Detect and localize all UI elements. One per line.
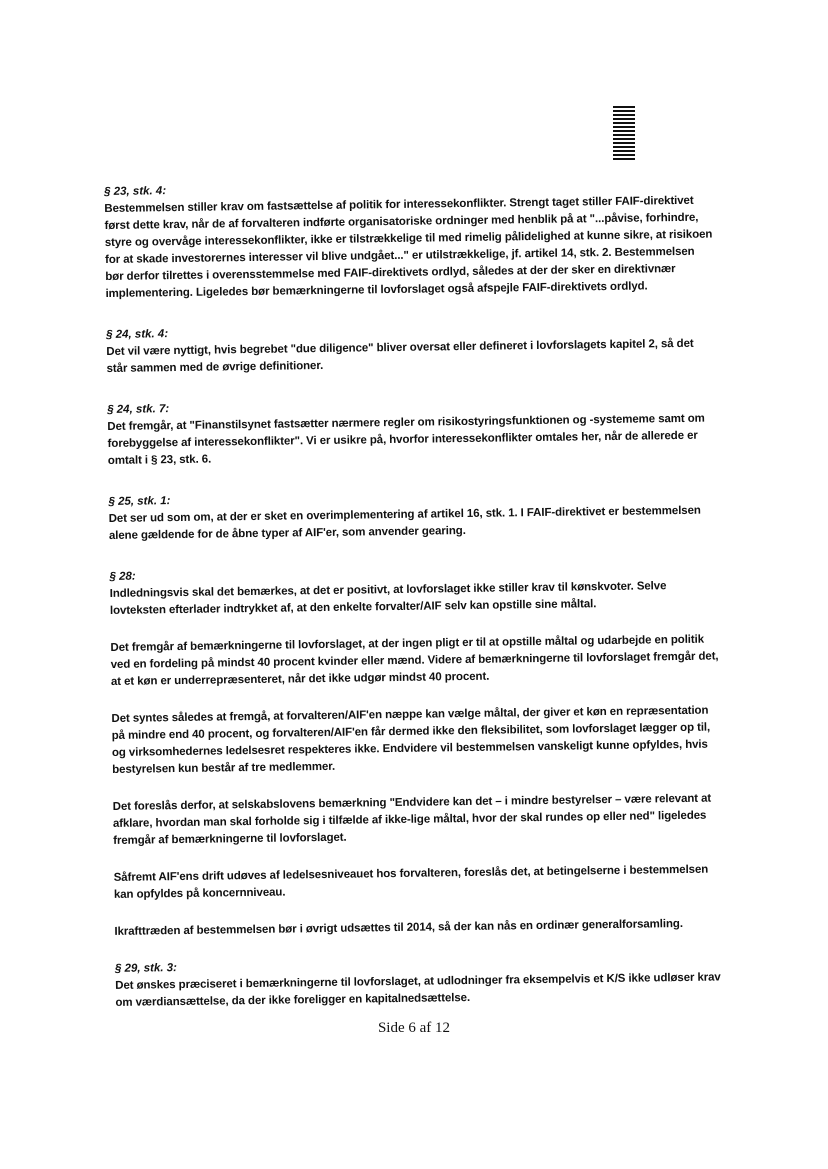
section-23-4: [104, 175, 716, 303]
section-paragraph: Bestemmelsen stiller krav om fastsættelse af politik for interessekonflikter. Strengt taget stiller FAIF-direktivet først dette krav, når de af forvalteren indførte organisatoriske ordninger med henblik på at "...påvise, forhindre, styre og overvåge interessekonflikter, ikke er tilstrækkelige til med rimelig pålidelighed at kunne sikre, at risikoen for at skade investorernes interesser vil blive undgået..." er utilstrækkelige, jf. artikel 14, stk. 2. Bestemmelsen bør derfor tilrettes i overensstemmelse med FAIF-direktivets ordlyd, således at der der sker en direktivnær implementering. Ligeledes bør bemærkningerne til lovforslaget også afspejle FAIF-direktivets ordlyd.: [104, 194, 713, 300]
section-paragraph: Det vil være nyttigt, hvis begrebet "due diligence" bliver oversat eller defineret i lovforslagets kapitel 2, så det står sammen med de øvrige definitioner.: [106, 337, 694, 375]
section-paragraph: Ikrafttræden af bestemmelsen bør i øvrigt udsættes til 2014, så der kan nås en ordinær generalforsamling.: [114, 917, 683, 938]
section-paragraph: Det fremgår, at "Finanstilsynet fastsætter nærmere regler om risikostyringsfunktionen og -systememe samt om forebyggelse af interessekonflikter". Vi er usikre på, hvorfor interessekonflikter omtales her, når de allerede er omtalt i § 23, stk. 6.: [107, 412, 705, 467]
section-28: [109, 560, 724, 940]
section-25-1: [108, 485, 719, 545]
section-24-7: [107, 393, 718, 470]
section-paragraph: Det fremgår af bemærkningerne til lovforslaget, at der ingen pligt er til at opstille måltal og udarbejde en politik ved en fordeling på mindst 40 procent kvinder eller mænd. Videre af bemærkningerne til lovforslaget fremgår det, at et køn er underrepræsenteret, når det ikke udgør mindst 40 procent.: [110, 633, 719, 688]
document-body: [104, 175, 726, 1011]
section-paragraph: Det ser ud som om, at der er sket en overimplementering af artikel 16, stk. 1. I FAIF-direktivet er bestemmelsen alene gældende for de åbne typer af AIF'er, som anvender gearing.: [108, 504, 701, 542]
section-paragraph: Det ønskes præciseret i bemærkningerne til lovforslaget, at udlodninger fra eksempelvis et K/S ikke udløser krav om værdiansættelse, da der ikke foreligger en kapitalnedsættelse.: [115, 971, 721, 1009]
section-paragraph: Indledningsvis skal det bemærkes, at det er positivt, at lovforslaget ikke stiller krav til kønskvoter. Selve lovteksten efterlader indtrykket af, at den enkelte forvalter/AIF selv kan opstille sine måltal.: [109, 580, 667, 617]
section-24-4: [106, 318, 717, 378]
section-heading: § 28:: [109, 570, 136, 583]
page-number: Side 6 af 12: [377, 1020, 451, 1036]
section-paragraph: Såfremt AIF'ens drift udøves af ledelsesniveauet hos forvalteren, foreslås det, at betingelserne i bestemmelsen kan opfyldes på koncernniveau.: [113, 863, 709, 901]
section-heading: § 24, stk. 4:: [106, 328, 169, 341]
scan-barcode-mark: [613, 106, 635, 162]
section-paragraph: Det syntes således at fremgå, at forvalteren/AIF'en næppe kan vælge måltal, der giver et køn en repræsentation på mindre end 40 procent, og forvalteren/AIF'en får dermed ikke den fleksibilitet, som lovforslaget lægger op til, og virksomhedernes ledelsesret respekteres ikke. Endvidere vil bestemmelsen vanskeligt kunne opfyldes, hvis bestyrelsen kun består af tre medlemmer.: [111, 704, 711, 776]
section-heading: § 23, stk. 4:: [104, 185, 167, 198]
section-heading: § 24, stk. 7:: [107, 403, 170, 416]
section-heading: § 25, stk. 1:: [108, 495, 171, 508]
section-paragraph: Det foreslås derfor, at selskabslovens bemærkning "Endvidere kan det – i mindre bestyrelser – være relevant at afklare, hvordan man skal forholde sig i tilfælde af ikke-lige måltal, hvor der skal rundes op eller ned" ligeledes fremgår af bemærkningerne til lovforslaget.: [112, 792, 712, 847]
section-heading: § 29, stk. 3:: [114, 962, 178, 975]
section-29-3: [115, 952, 726, 1012]
